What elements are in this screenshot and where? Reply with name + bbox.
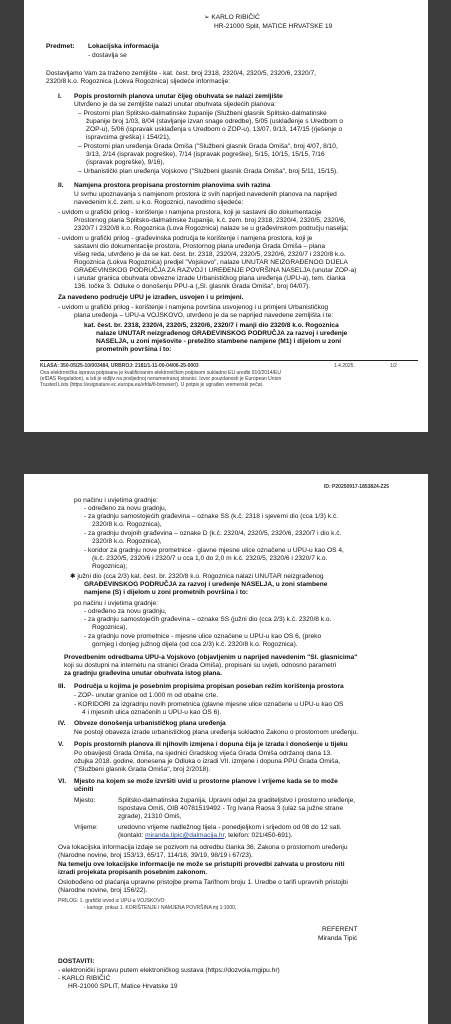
mjesto-text: zgrade), 21310 Omiš, (118, 813, 182, 820)
parcel-line: ✱ južni dio (cca 2/3) kat. čest. br. 2320/8 k.o. Rogoznica nalazi UNUTAR neizgrađenog (70, 573, 324, 580)
document-page-1 (24, 0, 428, 432)
section-title: Područja u kojima je posebnim propisima propisan poseban režim korištenja prostora (74, 683, 344, 690)
parcel-line: GRAĐEVINSKOG PODRUČJA za razvoj i uređenje NASELJA, u zoni stambene (84, 581, 328, 588)
condition-line: - za gradnju dvojnih građevina – oznake D (k.č. 2320/4, 2320/5, 2320/6, 2320/7 i dio k.č. (84, 530, 342, 537)
condition-line: Rogoznica), (92, 624, 128, 631)
section-title: Popis prostornih planova ili njihovih izmjena i dopuna čija je izrada i donošenje u tijeku (74, 741, 348, 748)
conditions-intro: po načinu i uvjetima gradnje: (74, 497, 158, 504)
closing-warning: Na temelju ove lokacijske informacije ne može se pristupiti provedbi zahvata u prostoru niti (58, 861, 345, 868)
intro-line: 2320/8 k.o. Rogoznica (Lokva Rogoznica) sljedeće informacije: (46, 78, 230, 85)
referent-label: REFERENT (322, 926, 358, 933)
footer-klasa: KLASA: 350-05/25-10/003484, URBROJ: 2181/1-11-00-04/06-25-0003 (40, 363, 199, 369)
referent-name: Miranda Tipić (318, 935, 358, 942)
closing-text: (Narodne novine, broj 156/22). (58, 887, 148, 894)
condition-line: 2320/8 k.o. Rogoznica), (92, 521, 162, 528)
vrijeme-text: uredovno vrijeme nadležnog tijela - ponedjeljkom i srijedom od 08 do 12 sati. (118, 824, 342, 831)
section-item: - KORIDORI za izgradnju novih prometnica (glavne mjesne ulice označene u UPU-u kao OS (74, 701, 344, 708)
section-text: Po obavijesti Grada Omiša, na sjednici Gradskog vijeća Grada Omiša održanoj dana 13. (74, 750, 333, 757)
parcel-line: prometnih površina i to: (96, 346, 172, 353)
section-number: V. (58, 741, 64, 748)
condition-line: gornjeg i donjeg južnog dijela (od cca 2/3) k.č. 2320/8 k.o. Rogoznica). (92, 641, 298, 648)
condition-line: po načinu i uvjetima gradnje: (74, 600, 158, 607)
bullet-line: - uvidom u grafički prilog - korištenje i namjena prostora, koji je sastavni dio dokumentacije (58, 209, 322, 216)
subject-subtitle: - dostavlja se (88, 52, 127, 59)
footer-note: Trusted Lists (https://esignature.ec.europa.eu/efda/tl-browser/). U potpis je ugrađen vremenski pečat. (40, 382, 264, 388)
document-page-2 (24, 474, 428, 1024)
vrijeme-label: Vrijeme: (74, 824, 98, 831)
bullet-line: - uvidom u grafički prilog - građevinska područja te korištenje i namjena prostora, koji je (58, 235, 313, 242)
plan-line: – Prostorni plan Splitsko-dalmatinske županije (Službeni glasnik Splitsko-dalmatinske (78, 110, 327, 117)
section-number: IV. (58, 720, 66, 727)
section-text: Ne postoji obaveza izrade urbanističkog plana uređenja sukladno Zakonu o prostornom uređenju. (74, 729, 359, 736)
sender-name: ➢ KARLO RIBIČIĆ (204, 14, 260, 21)
email-link[interactable]: miranda.tipic@dalmacija.hr (145, 832, 225, 839)
section-text: navedenim k.č. zem. u k.o. Rogoznici, navodimo sljedeće: (74, 199, 244, 206)
section-title: Popis prostornih planova unutar čijeg obuhvata se nalazi zemljište (74, 93, 283, 100)
closing-warning: izradi projekata propisanih posebnim zakonom. (58, 869, 208, 876)
dostaviti-line: HR-21000 SPLIT, Matice Hrvatske 19 (68, 983, 178, 990)
bullet-line: Rogoznica (Lokva Rogoznica) predjel "Vojskovo", nalaze UNUTAR NEIZGRAĐENOG DIJELA (74, 259, 348, 266)
condition-line: - za gradnju samostojećih građevina – oznake SS (k.č. 2318 i sjeverni dio (cca 1/3) k.č. (84, 513, 338, 520)
parcel-line: NASELJA, u zoni mješovite - pretežito stambene namjene (M1) i dijelom u zoni (96, 338, 342, 345)
plan-line: – Urbanistički plan uređenja Vojskovo ("Službeni glasnik Grada Omiša", broj 5/11, 15/15). (78, 168, 339, 175)
parcel-line: kat. čest. br. 2318, 2320/4, 2320/5, 2320/6, 2320/7 i manji dio 2320/8 k.o. Rogoznica (84, 322, 339, 329)
bullet-line: Prostornog plana Splitsko-dalmatinske županije, k.č. zem. broj 2318, 2320/4, 2320/5, 2320/6, (74, 217, 346, 224)
section-text: ("Službeni glasnik Grada Omiša", broj 2/2018). (74, 766, 211, 773)
plan-line: 3/13, 2/14 (ispravak pogreške), 7/14 (ispravak pogreške), 5/15, 10/15, 15/15, 7/16 (86, 151, 325, 158)
dostaviti-line: - KARLO RIBIČIĆ (58, 975, 111, 982)
closing-text: Oslobođeno od plaćanja upravne pristojbe prema Tarifnom broju 1. Uredbe o tarifi upravnih pristojbi (58, 879, 348, 886)
section-number: I. (58, 93, 62, 100)
subject-label: Predmet: (46, 43, 75, 50)
section-text: ožujka 2018. godine, donesena je Odluka o izradi VII. izmjene i dopuna PPU Grada Omiša, (74, 758, 341, 765)
intro-line: Dostavljamo Vam za traženo zemljište - kat. čest. broj 2318, 2320/4, 2320/5, 2320/6, 2320/7, (46, 70, 317, 77)
prilog-line: - kartogr. prikaz 1. KORIŠTENJE I NAMJENA POVRŠINA mj 1:1000, (84, 905, 237, 911)
footer-page: 1/2 (390, 363, 397, 369)
footer-note: Ova elektronička isprava potpisana je kvalificiranim elektroničkim potpisom sukladno EU uredbi 910/2014/EU (40, 370, 281, 376)
condition-line: Rogoznica); (92, 563, 128, 570)
section-title: Namjena prostora propisana prostornim planovima svih razina (74, 182, 271, 189)
condition-line: - određeno za novu gradnju, (84, 505, 167, 512)
parcel-line: nalaze UNUTAR neizgrađenog GRAĐEVINSKOG PODRUČJA za razvoj i uređenje (96, 330, 348, 337)
dostaviti-label: DOSTAVITI: (58, 958, 95, 965)
bullet-line: GRAĐEVINSKOG PODRUČJA ZA RAZVOJ I UREĐENJE POVRŠINA NASELJA (unutar ZOP-a) (74, 267, 357, 274)
bullet-line: 2320/7 i 2320/8 k.o. Rogoznica (Lova Rogoznica) nalaze se u građevinskom području naselja; (74, 225, 349, 232)
condition-line: 2320/8 k.o. Rogoznica), (92, 538, 162, 545)
bullet-line: višeg reda, utvrđeno je da se kat. čest. br. 2318, 2320/4, 2320/5, 2320/6, 2320/7 i 2320/8 k.o. (74, 251, 346, 258)
section-item: 4 i mjesnih ulica označenih u UPU-u kao OS 6). (82, 709, 222, 716)
section-title: Obveze donošenja urbanističkog plana uređenja (74, 720, 226, 727)
condition-line: - za gradnju samostojećih građevina – oznake SS (južni dio (cca 2/3) k.č. 2320/8 k.o. (84, 616, 332, 623)
closing-text: Ova lokacijska informacija izdaje se pozivom na odredbu članka 36. Zakona o prostornom uređenju (58, 844, 348, 851)
closing-text: (Narodne novine, broj 153/13, 65/17, 114/18, 39/19, 98/19 i 67/23). (58, 852, 253, 859)
plan-line: ZOP-u), 5/06 (ispravak usklađenja s Uredbom o ZOP-u), 13/07, 9/13, 147/15 (rješenje o (86, 126, 343, 133)
mjesto-text: Ispostava Omiš, OIB 40781519492 - Trg Ivana Raosa 3 (ulaz sa južne strane (118, 805, 344, 812)
provedba-line: za gradnju građevina unutar obuhvata istog plana. (64, 670, 222, 677)
section-title: Mjesto na kojem se može izvršiti uvid u prostorne planove i vrijeme kada se to može (74, 778, 338, 785)
section-title: učiniti (74, 786, 94, 793)
mjesto-text: Splitsko-dalmatinska županija, Upravni odjel za graditeljstvo i prostorno uređenje, (118, 797, 356, 804)
upu-status: Za navedeno područje UPU je izrađen, usvojen i u primjeni. (58, 294, 244, 301)
subject-title: Lokacijska informacija (88, 43, 159, 50)
footer-divider (40, 360, 418, 361)
condition-line: - za gradnju nove prometnice - mjesne ulice označene u UPU-u kao OS 6, (preko (84, 633, 322, 640)
prilog-line: PRILOG: 1. grafički izvod iz UPU-a VOJSKOVO: (58, 898, 166, 904)
footer-date: 1.4.2025. (334, 363, 355, 369)
plan-line: (ispravak pogreške), 9/16), (86, 159, 165, 166)
condition-line: (k.č. 2320/5, 2320/6 i 2320/7 u cca 1,0 do 2,0 m k.č. 2320/5, 2320/6 i 2320/7 k.o. (92, 555, 328, 562)
bullet-line: plana uređenja – UPU-a VOJSKOVO, utvrđeno je da se naprijed navedene zemljišta i te: (74, 312, 334, 319)
provedba-line: Provedbenim odredbama UPU-a Vojskovo (objavljenim u naprijed navedenim "Sl. glasnicima" (64, 654, 358, 661)
contact-prefix: (kontakt: (118, 832, 144, 839)
bullet-line: i unutar granica obuhvata obvezne izrade Urbanističkog plana uređenja (UPU-a), tem. članka (74, 275, 346, 282)
mjesto-label: Mjesto: (74, 797, 96, 804)
contact-line (118, 832, 293, 840)
section-text: Utvrđeno je da se zemljište nalazi unutar obuhvata sljedećih planova: (74, 101, 276, 108)
bullet-line: sastavni dio dokumentacije prostora, Prostornog plana uređenja Grada Omiša – plana (74, 243, 326, 250)
section-text: U svrhu upoznavanja s namjenom prostora iz svih naprijed navedenih planova na naprijed (74, 191, 337, 198)
provedba-line: koji su dostupni na internetu na stranici Grada Omiša), propisani su uvjeti, odnosno parametri (64, 662, 337, 669)
section-number: VI. (58, 778, 67, 785)
contact-suffix: , telefon: 021/450-691). (224, 832, 293, 839)
footer-note: (eIDAS Regulation), a isti je vidljiv na posljednoj nenumeriranoj stranici. Izvor pouzdanosti je European Union (40, 376, 282, 382)
parcel-line: namjene (S) i dijelom u zoni prometnih površina i to: (84, 589, 249, 596)
plan-line: županije broj 1/03, 8/04 (stavljanje izvan snage odredbe), 5/05 (usklađenje s Uredbom o (86, 118, 343, 125)
dostaviti-line: - elektronički ispravu putem elektroničkog sustava (https://dozvola.mgipu.hr) (58, 967, 280, 974)
plan-line: ispravcima greška) i 154/21), (86, 134, 171, 141)
plan-line: – Prostorni plan uređenja Grada Omiša ("Službeni glasnik Grada Omiša", broj 4/07, 8/10, (78, 143, 338, 150)
condition-line: - koridor za gradnju nove prometnice - glavne mjesne ulice označene u UPU-u kao OS 4, (84, 547, 344, 554)
condition-line: - određeno za novu gradnju, (84, 608, 167, 615)
section-number: III. (58, 683, 66, 690)
bullet-line: - uvidom u grafički prilog - korištenje i namjena površina usvojenog i u primjeni Urbanističkog (58, 304, 329, 311)
document-id: ID: P20250917-1853824-Z25 (324, 484, 390, 490)
section-number: II. (58, 182, 64, 189)
bullet-line: 136. točke 3. Odluke o donošenju PPU-a („Sl. glasnik Grada Omiša", broj 04/07). (74, 283, 311, 290)
sender-address: HR-21000 Split, MATICE HRVATSKE 19 (214, 23, 333, 30)
section-item: - ZOP- unutar granice od 1.000 m od obalne crte. (74, 692, 219, 699)
